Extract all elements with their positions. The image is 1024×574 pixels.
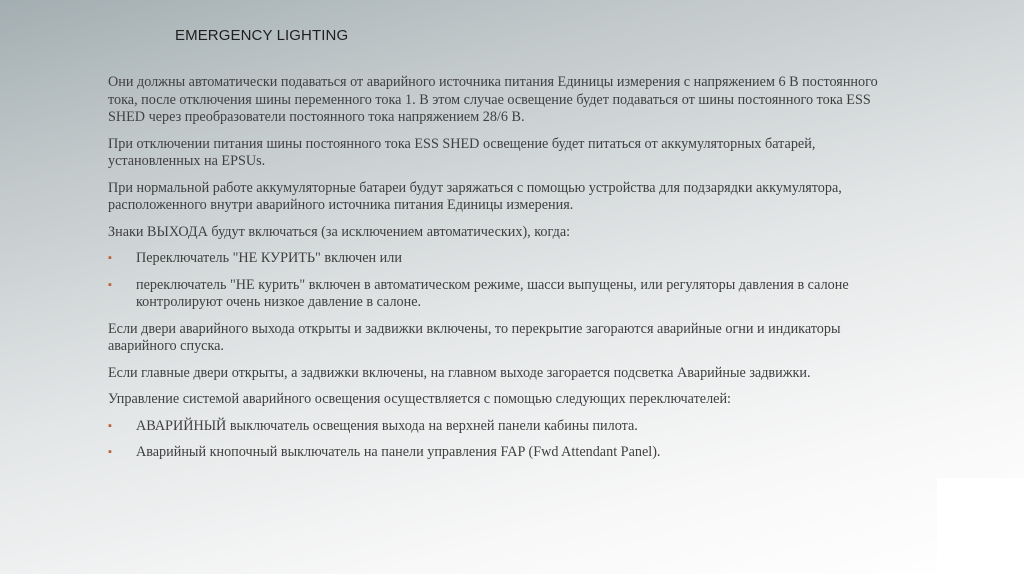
bullet-icon: ▪ [108,252,112,264]
paragraph-6: Если главные двери открыты, а задвижки включены, на главном выходе загорается подсветка Аварийные задвижки. [108,364,811,381]
paragraph-5: Если двери аварийного выхода открыты и задвижки включены, то перекрытие загораются аварийные огни и индикаторы аварийного спуска. [108,320,841,354]
paragraph-3: При нормальной работе аккумуляторные батареи будут заряжаться с помощью устройства для подзарядки аккумулятора, расположенного внутри аварийного источника питания Единицы измерения. [108,179,842,213]
bullet-icon: ▪ [108,278,112,291]
corner-panel [937,478,1024,574]
list-item-text: переключатель "НЕ курить" включен в автоматическом режиме, шасси выпущены, или регуляторы давления в салоне контролируют очень низкое давление в салоне. [136,276,849,310]
list-item [108,418,908,436]
paragraph-2: При отключении питания шины постоянного тока ESS SHED освещение будет питаться от аккумуляторных батарей, установленных на EPSUs. [108,135,816,169]
paragraph-1: Они должны автоматически подаваться от аварийного источника питания Единицы измерения с напряжением 6 В постоянного тока, после отключения шины переменного тока 1. В этом случае освещение будет подаваться от шины постоянного тока ESS SHED через преобразователи постоянного тока напряжением 28/6 В. [108,74,878,125]
paragraph-4: Знаки ВЫХОДА будут включаться (за исключением автоматических), когда: [108,223,571,240]
paragraph-7: Управление системой аварийного освещения осуществляется с помощью следующих переключателей: [108,391,732,407]
slide-body [108,74,908,471]
list-item-text: Аварийный кнопочный выключатель на панели управления FAP (Fwd Attendant Panel). [136,444,661,460]
list-item-text: АВАРИЙНЫЙ выключатель освещения выхода на верхней панели кабины пилота. [136,417,638,434]
bullet-icon: ▪ [108,419,112,432]
list-item [108,277,908,312]
slide-title: EMERGENCY LIGHTING [175,27,349,44]
list-item-text: Переключатель "НЕ КУРИТЬ" включен или [136,250,402,266]
bullet-icon: ▪ [108,446,112,458]
list-item [108,250,908,268]
list-item [108,444,908,462]
